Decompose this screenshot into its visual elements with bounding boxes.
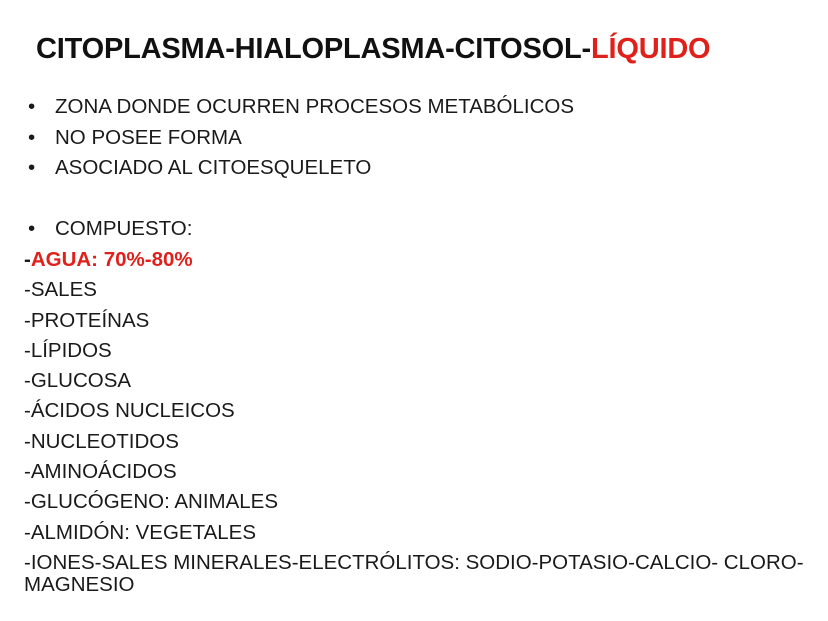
bullet-item (24, 92, 574, 123)
composition-item: -GLUCÓGENO: ANIMALES (24, 490, 279, 514)
bullet-item (24, 153, 574, 184)
compuesto-label: COMPUESTO: (55, 217, 193, 240)
composition-item: -ÁCIDOS NUCLEICOS (24, 399, 235, 423)
composition-item: -PROTEÍNAS (24, 308, 150, 332)
composition-item: -ALMIDÓN: VEGETALES (24, 520, 257, 544)
composition-item: -NUCLEOTIDOS (24, 429, 179, 453)
bullet-dot: • (28, 95, 36, 118)
composition-item-iones: -IONES-SALES MINERALES-ELECTRÓLITOS: SODIO-POTASIO-CALCIO- CLORO-MAGNESIO (24, 550, 804, 596)
title-main: CITOPLASMA-HIALOPLASMA-CITOSOL- (36, 33, 591, 65)
bullet-dot: • (28, 217, 36, 240)
composition-item: -GLUCOSA (24, 369, 132, 393)
agua-dash: - (24, 248, 31, 271)
compuesto-heading (24, 214, 192, 245)
bullet-item (24, 123, 574, 154)
composition-item: -LÍPIDOS (24, 338, 112, 362)
title-accent: LÍQUIDO (590, 33, 711, 65)
bullet-text: ASOCIADO AL CITOESQUELETO (55, 156, 372, 179)
agua-text: AGUA: 70%-80% (30, 248, 193, 271)
bullet-dot: • (28, 125, 36, 149)
slide-title (36, 33, 710, 66)
bullet-text: ZONA DONDE OCURREN PROCESOS METABÓLICOS (55, 95, 575, 118)
composition-item-agua (24, 245, 814, 275)
bullet-text: NO POSEE FORMA (55, 125, 242, 149)
composition-item: -AMINOÁCIDOS (24, 460, 177, 484)
bullet-dot: • (28, 156, 36, 179)
composition-item: -SALES (24, 278, 97, 302)
bullet-list (24, 92, 574, 184)
composition-list (24, 245, 814, 596)
